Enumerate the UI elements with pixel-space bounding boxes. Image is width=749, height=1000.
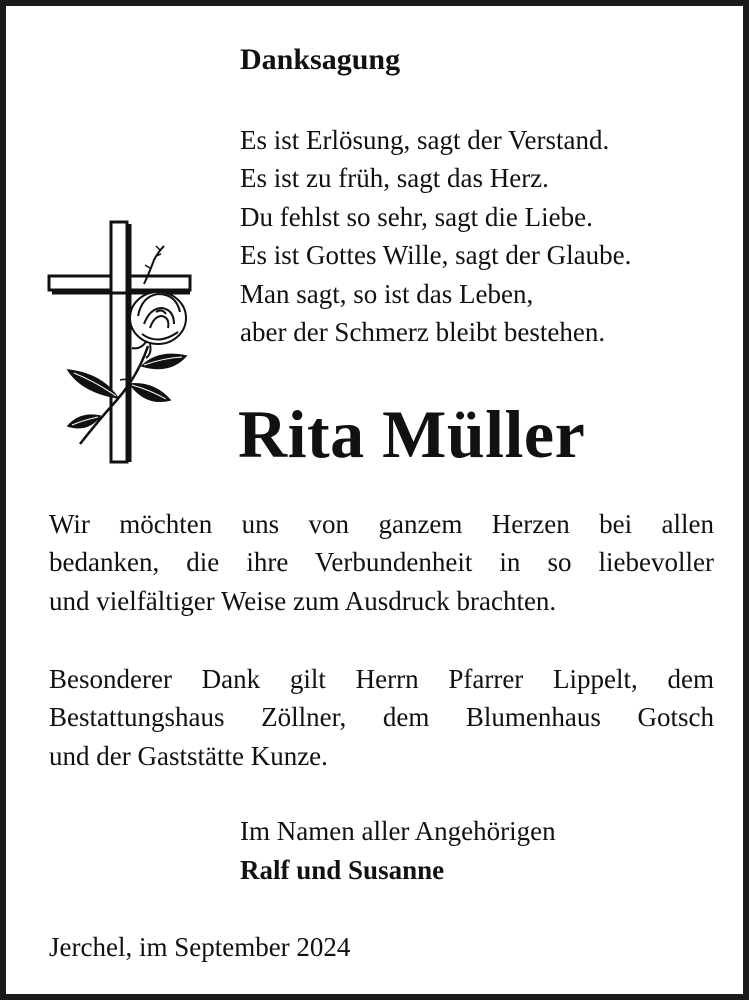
poem-line: Es ist Erlösung, sagt der Verstand. bbox=[240, 125, 610, 155]
poem-line: Es ist Gottes Wille, sagt der Glaube. bbox=[240, 240, 632, 271]
paragraph-line: bedanken, die ihre Verbundenheit in so liebevoller bbox=[49, 547, 714, 578]
paragraph-line: und der Gaststätte Kunze. bbox=[49, 740, 328, 771]
special-thanks-paragraph bbox=[49, 660, 714, 775]
poem-line: Man sagt, so ist das Leben, bbox=[240, 278, 534, 309]
paragraph-line: Wir möchten uns von ganzem Herzen bei allen bbox=[49, 509, 714, 539]
poem bbox=[240, 121, 631, 351]
paragraph-line: Besonderer Dank gilt Herrn Pfarrer Lippelt, dem bbox=[49, 664, 714, 694]
notice-heading: Danksagung bbox=[240, 43, 401, 76]
cross-with-rose-icon bbox=[46, 216, 198, 466]
deceased-name: Rita Müller bbox=[238, 396, 586, 472]
signers: Ralf und Susanne bbox=[240, 855, 445, 885]
poem-line: aber der Schmerz bleibt bestehen. bbox=[240, 317, 606, 348]
paragraph-line: und vielfältiger Weise zum Ausdruck brachten. bbox=[49, 585, 557, 616]
thanks-paragraph bbox=[49, 505, 714, 620]
paragraph-line: Bestattungshaus Zöllner, dem Blumenhaus Gotsch bbox=[49, 702, 714, 733]
signoff-line: Im Namen aller Angehörigen bbox=[240, 816, 556, 846]
poem-line: Du fehlst so sehr, sagt die Liebe. bbox=[240, 201, 593, 232]
place-and-date: Jerchel, im September 2024 bbox=[49, 932, 351, 962]
poem-line: Es ist zu früh, sagt das Herz. bbox=[240, 163, 549, 194]
